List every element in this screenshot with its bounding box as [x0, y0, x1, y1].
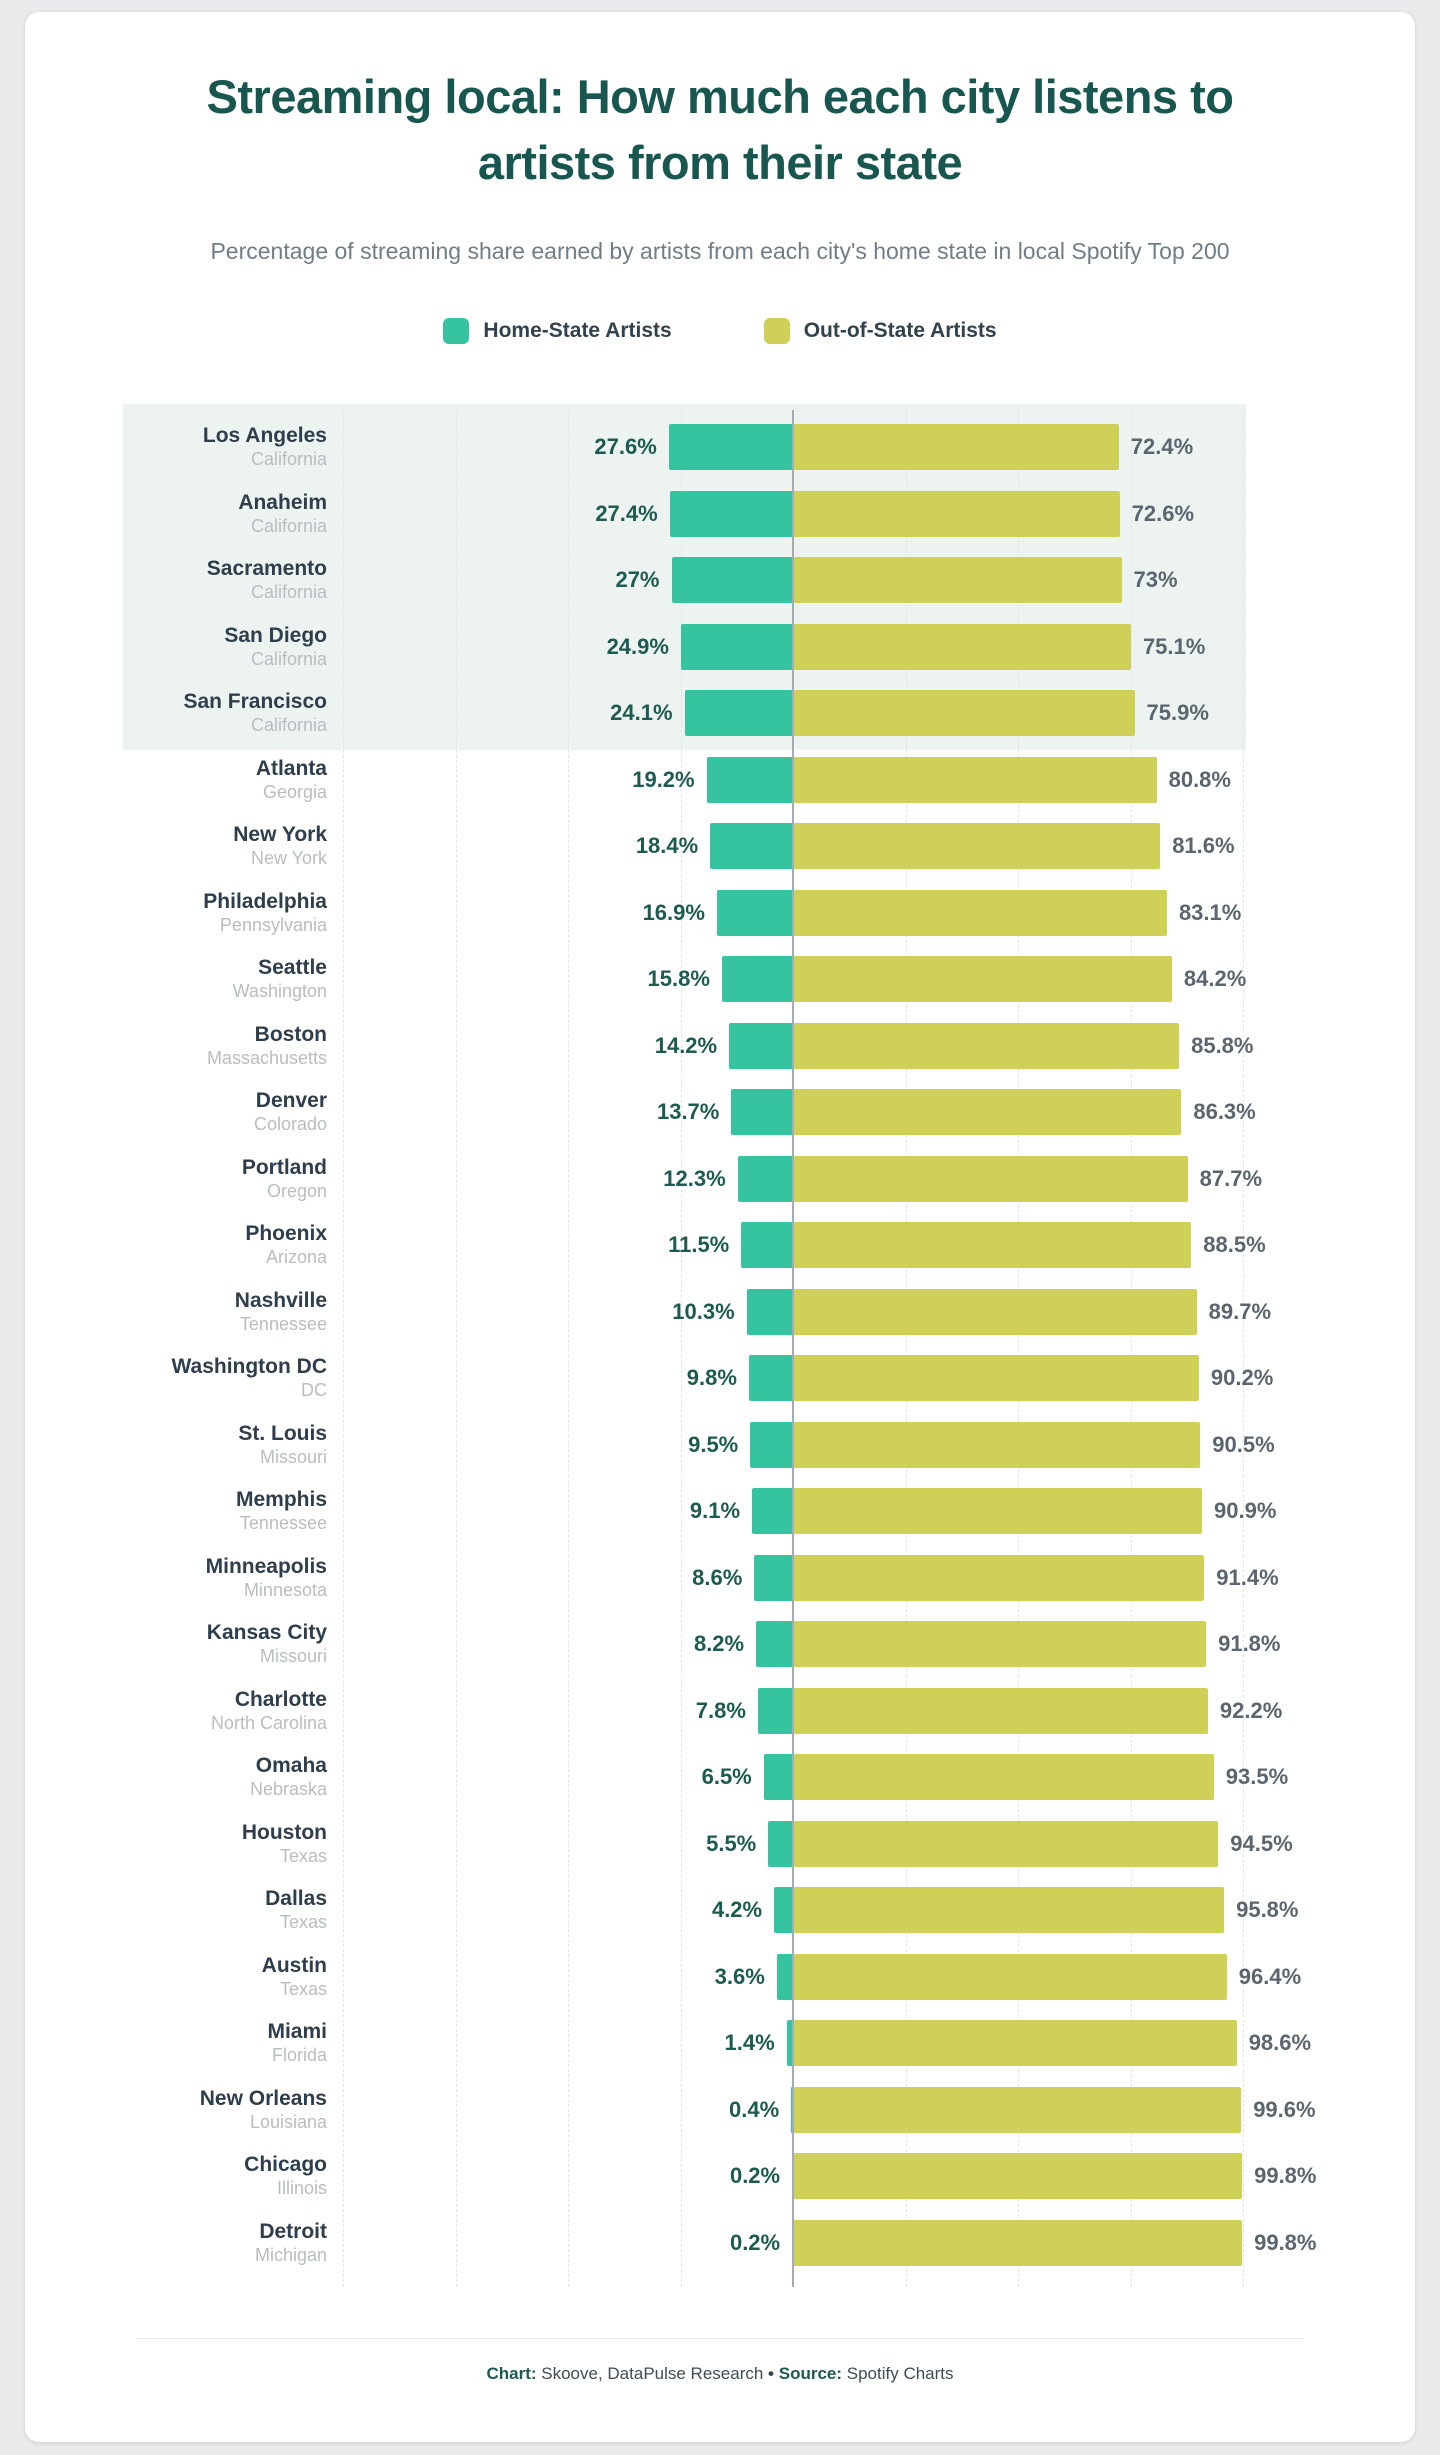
home-share-value: 19.2%: [632, 766, 695, 792]
out-share-bar: [793, 624, 1131, 670]
home-share-bar: [758, 1688, 793, 1734]
out-share-value: 98.6%: [1248, 2030, 1312, 2056]
chart-row: [25, 1013, 1415, 1080]
home-share-zone: [340, 557, 793, 603]
home-share-bar: [747, 1289, 793, 1335]
row-label-block: [25, 1555, 340, 1601]
home-share-bar: [722, 956, 793, 1002]
chart-row: [25, 1146, 1415, 1213]
home-share-zone: [340, 890, 793, 936]
home-share-zone: [340, 1023, 793, 1069]
state-label: Missouri: [259, 1446, 327, 1467]
home-share-value: 27.6%: [594, 434, 657, 460]
state-label: Texas: [279, 1978, 327, 1999]
row-label-block: [25, 757, 340, 803]
row-label-block: [25, 2153, 340, 2199]
city-label: Charlotte: [234, 1687, 327, 1711]
home-share-value: 7.8%: [695, 1697, 746, 1723]
city-label: Kansas City: [206, 1621, 327, 1645]
state-label: North Carolina: [210, 1712, 327, 1733]
city-label: Anaheim: [238, 490, 327, 514]
out-share-zone: [793, 1754, 1415, 1800]
home-share-zone: [340, 2087, 793, 2133]
out-share-value: 93.5%: [1225, 1764, 1289, 1790]
home-share-zone: [340, 757, 793, 803]
out-share-value: 95.8%: [1236, 1897, 1299, 1923]
home-share-zone: [340, 1621, 793, 1667]
city-label: Portland: [241, 1155, 327, 1179]
home-share-bar: [710, 823, 793, 869]
home-share-zone: [340, 1222, 793, 1268]
footer-segment: Skoove, DataPulse Research: [536, 2364, 769, 2383]
state-label: Nebraska: [249, 1779, 327, 1800]
out-share-zone: [793, 2087, 1415, 2133]
chart-row: [25, 614, 1415, 681]
chart-row: [25, 1478, 1415, 1545]
out-share-zone: [793, 1355, 1415, 1401]
home-share-value: 27.4%: [595, 500, 658, 526]
home-share-bar: [764, 1754, 793, 1800]
city-label: Philadelphia: [203, 889, 327, 913]
city-label: Chicago: [244, 2153, 327, 2177]
out-share-zone: [793, 890, 1415, 936]
out-share-value: 99.6%: [1253, 2096, 1316, 2122]
state-label: Texas: [279, 1845, 327, 1866]
row-label-block: [25, 1621, 340, 1667]
row-label-block: [25, 823, 340, 869]
out-share-value: 91.8%: [1218, 1631, 1281, 1657]
out-share-zone: [793, 1156, 1415, 1202]
state-label: Florida: [271, 2045, 327, 2066]
row-label-block: [25, 1422, 340, 1468]
out-share-bar: [793, 1023, 1179, 1069]
state-label: New York: [250, 848, 327, 869]
state-label: California: [250, 715, 327, 736]
chart-row: [25, 1212, 1415, 1279]
chart-row: [25, 1744, 1415, 1811]
row-label-block: [25, 1355, 340, 1401]
chart-row: [25, 1412, 1415, 1479]
chart-title: Streaming local: How much each city listens to artists from their state: [206, 70, 1234, 189]
row-label-block: [25, 424, 340, 470]
state-label: Michigan: [254, 2244, 327, 2265]
row-label-block: [25, 1887, 340, 1933]
home-share-bar: [707, 757, 793, 803]
out-share-value: 96.4%: [1238, 1963, 1302, 1989]
footer-segment: Chart:: [486, 2364, 537, 2383]
out-share-bar: [793, 890, 1167, 936]
home-share-value: 6.5%: [701, 1764, 752, 1790]
row-label-block: [25, 1289, 340, 1335]
city-label: Washington DC: [171, 1355, 327, 1379]
out-share-value: 99.8%: [1254, 2229, 1317, 2255]
state-label: Illinois: [276, 2178, 327, 2199]
home-share-value: 9.5%: [688, 1431, 739, 1457]
out-share-zone: [793, 1621, 1415, 1667]
chart-row: [25, 2210, 1415, 2277]
home-share-value: 18.4%: [635, 833, 699, 859]
out-share-value: 75.9%: [1146, 700, 1209, 726]
chart-row: [25, 414, 1415, 481]
state-label: California: [250, 648, 327, 669]
home-share-bar: [752, 1488, 793, 1534]
city-label: Boston: [254, 1022, 327, 1046]
state-label: Louisiana: [249, 2111, 327, 2132]
out-share-zone: [793, 1887, 1415, 1933]
state-label: Georgia: [262, 781, 327, 802]
home-share-zone: [340, 1688, 793, 1734]
out-share-value: 80.8%: [1168, 766, 1231, 792]
state-label: California: [250, 582, 327, 603]
out-share-zone: [793, 1222, 1415, 1268]
home-share-value: 0.2%: [729, 2229, 781, 2255]
city-label: Sacramento: [206, 557, 327, 581]
out-share-zone: [793, 823, 1415, 869]
out-share-zone: [793, 1422, 1415, 1468]
state-label: Tennessee: [239, 1513, 327, 1534]
home-share-zone: [340, 2153, 793, 2199]
out-share-value: 86.3%: [1193, 1099, 1256, 1125]
legend-item: [764, 318, 997, 344]
state-label: Tennessee: [239, 1313, 327, 1334]
out-share-bar: [793, 1422, 1200, 1468]
center-axis-line: [792, 410, 794, 2287]
state-label: California: [250, 449, 327, 470]
chart-row: [25, 1811, 1415, 1878]
out-share-zone: [793, 1289, 1415, 1335]
out-share-zone: [793, 690, 1415, 736]
row-label-block: [25, 1156, 340, 1202]
out-share-zone: [793, 1954, 1415, 2000]
chart-card: [25, 12, 1415, 2442]
home-share-value: 9.8%: [686, 1365, 737, 1391]
out-share-zone: [793, 1488, 1415, 1534]
home-share-bar: [750, 1422, 793, 1468]
out-share-bar: [793, 690, 1135, 736]
row-label-block: [25, 890, 340, 936]
out-share-value: 72.4%: [1130, 434, 1194, 460]
state-label: Oregon: [266, 1180, 327, 1201]
row-label-block: [25, 956, 340, 1002]
home-share-zone: [340, 2220, 793, 2266]
legend-swatch-icon: [443, 318, 469, 344]
home-share-value: 14.2%: [654, 1032, 718, 1058]
city-label: St. Louis: [238, 1421, 327, 1445]
home-share-zone: [340, 1355, 793, 1401]
out-share-value: 89.7%: [1208, 1298, 1272, 1324]
home-share-zone: [340, 624, 793, 670]
state-label: Texas: [279, 1912, 327, 1933]
home-share-bar: [741, 1222, 793, 1268]
chart-row: [25, 1611, 1415, 1678]
out-share-bar: [793, 1355, 1199, 1401]
home-share-bar: [669, 424, 793, 470]
home-share-bar: [738, 1156, 793, 1202]
row-label-block: [25, 1754, 340, 1800]
footer-divider: [137, 2338, 1303, 2339]
chart-row: [25, 1345, 1415, 1412]
chart-row: [25, 747, 1415, 814]
city-label: Austin: [261, 1953, 327, 1977]
row-label-block: [25, 2020, 340, 2066]
home-share-value: 13.7%: [656, 1099, 720, 1125]
out-share-zone: [793, 1821, 1415, 1867]
out-share-bar: [793, 2220, 1242, 2266]
out-share-bar: [793, 424, 1119, 470]
out-share-bar: [793, 1754, 1214, 1800]
state-label: Minnesota: [243, 1579, 327, 1600]
row-label-block: [25, 1688, 340, 1734]
home-share-value: 8.6%: [692, 1564, 743, 1590]
home-share-zone: [340, 1089, 793, 1135]
legend: [25, 318, 1415, 344]
row-label-block: [25, 491, 340, 537]
home-share-value: 12.3%: [663, 1165, 726, 1191]
row-label-block: [25, 1023, 340, 1069]
chart-row: [25, 1944, 1415, 2011]
home-share-zone: [340, 690, 793, 736]
chart-row: [25, 880, 1415, 947]
home-share-bar: [670, 491, 793, 537]
chart-row: [25, 1678, 1415, 1745]
home-share-value: 0.4%: [729, 2096, 780, 2122]
state-label: Colorado: [253, 1114, 327, 1135]
home-share-zone: [340, 1488, 793, 1534]
row-label-block: [25, 624, 340, 670]
out-share-zone: [793, 956, 1415, 1002]
home-share-bar: [777, 1954, 793, 2000]
home-share-bar: [729, 1023, 793, 1069]
out-share-zone: [793, 757, 1415, 803]
chart-row: [25, 946, 1415, 1013]
out-share-bar: [793, 1488, 1202, 1534]
footer-segment: •: [768, 2364, 774, 2383]
out-share-value: 90.2%: [1210, 1365, 1274, 1391]
out-share-value: 83.1%: [1178, 899, 1242, 925]
home-share-bar: [731, 1089, 793, 1135]
home-share-zone: [340, 956, 793, 1002]
home-share-value: 1.4%: [724, 2030, 775, 2056]
state-label: DC: [301, 1380, 327, 1401]
home-share-zone: [340, 1887, 793, 1933]
footer-credit: [25, 2364, 1415, 2384]
out-share-value: 88.5%: [1203, 1232, 1266, 1258]
chart-row: [25, 813, 1415, 880]
out-share-zone: [793, 624, 1415, 670]
out-share-value: 84.2%: [1183, 966, 1247, 992]
chart-row: [25, 547, 1415, 614]
legend-item-label: Home-State Artists: [483, 319, 672, 342]
row-label-block: [25, 1222, 340, 1268]
chart-row: [25, 2077, 1415, 2144]
home-share-bar: [774, 1887, 793, 1933]
out-share-bar: [793, 1621, 1206, 1667]
out-share-bar: [793, 1555, 1204, 1601]
row-label-block: [25, 1821, 340, 1867]
home-share-zone: [340, 1289, 793, 1335]
home-share-value: 4.2%: [711, 1897, 763, 1923]
out-share-value: 90.5%: [1212, 1431, 1275, 1457]
state-label: Massachusetts: [206, 1047, 327, 1068]
home-share-value: 10.3%: [672, 1298, 735, 1324]
out-share-zone: [793, 2220, 1415, 2266]
city-label: Minneapolis: [205, 1554, 327, 1578]
state-label: Washington: [232, 981, 327, 1002]
out-share-bar: [793, 557, 1122, 603]
chart-row: [25, 680, 1415, 747]
chart-row: [25, 1877, 1415, 1944]
out-share-value: 75.1%: [1142, 633, 1206, 659]
home-share-value: 24.9%: [606, 633, 669, 659]
home-share-value: 8.2%: [693, 1631, 745, 1657]
city-label: Los Angeles: [202, 424, 327, 448]
city-label: Seattle: [258, 956, 327, 980]
out-share-bar: [793, 2020, 1237, 2066]
out-share-value: 99.8%: [1254, 2163, 1317, 2189]
home-share-bar: [756, 1621, 793, 1667]
state-label: California: [250, 515, 327, 536]
home-share-value: 16.9%: [642, 899, 705, 925]
city-label: San Francisco: [183, 690, 327, 714]
home-share-zone: [340, 491, 793, 537]
chart-subtitle: Percentage of streaming share earned by artists from each city's home state in local Spotify Top 200: [210, 238, 1230, 264]
city-label: San Diego: [224, 623, 327, 647]
out-share-bar: [793, 2153, 1242, 2199]
state-label: Arizona: [265, 1247, 327, 1268]
out-share-zone: [793, 2020, 1415, 2066]
city-label: Miami: [267, 2020, 327, 2044]
home-share-bar: [768, 1821, 793, 1867]
home-share-value: 0.2%: [729, 2163, 781, 2189]
chart-row: [25, 2010, 1415, 2077]
city-label: Memphis: [235, 1488, 327, 1512]
out-share-value: 92.2%: [1219, 1697, 1283, 1723]
city-label: New York: [233, 823, 327, 847]
out-share-zone: [793, 491, 1415, 537]
out-share-value: 73%: [1133, 567, 1178, 593]
footer-segment: Source:: [778, 2364, 843, 2383]
row-label-block: [25, 557, 340, 603]
city-label: Phoenix: [245, 1222, 327, 1246]
chart-rows: [25, 414, 1415, 2276]
out-share-zone: [793, 557, 1415, 603]
city-label: Denver: [255, 1089, 327, 1113]
out-share-bar: [793, 1821, 1218, 1867]
chart-row: [25, 1079, 1415, 1146]
out-share-value: 91.4%: [1216, 1564, 1279, 1590]
home-share-zone: [340, 823, 793, 869]
out-share-zone: [793, 1089, 1415, 1135]
row-label-block: [25, 1954, 340, 2000]
diverging-bar-chart: [25, 404, 1415, 2309]
home-share-zone: [340, 424, 793, 470]
home-share-bar: [717, 890, 793, 936]
home-share-value: 5.5%: [706, 1830, 757, 1856]
city-label: New Orleans: [199, 2086, 327, 2110]
home-share-value: 9.1%: [689, 1498, 741, 1524]
home-share-bar: [672, 557, 794, 603]
out-share-bar: [793, 1222, 1191, 1268]
home-share-zone: [340, 2020, 793, 2066]
out-share-bar: [793, 2087, 1241, 2133]
out-share-bar: [793, 1954, 1227, 2000]
home-share-bar: [749, 1355, 793, 1401]
home-share-bar: [685, 690, 793, 736]
row-label-block: [25, 2220, 340, 2266]
chart-row: [25, 2143, 1415, 2210]
out-share-bar: [793, 1688, 1208, 1734]
row-label-block: [25, 690, 340, 736]
city-label: Dallas: [265, 1887, 327, 1911]
out-share-bar: [793, 1089, 1181, 1135]
city-label: Houston: [241, 1820, 327, 1844]
city-label: Nashville: [234, 1288, 327, 1312]
out-share-bar: [793, 956, 1172, 1002]
home-share-value: 11.5%: [668, 1232, 730, 1258]
out-share-zone: [793, 1555, 1415, 1601]
city-label: Atlanta: [255, 756, 327, 780]
home-share-value: 3.6%: [714, 1963, 765, 1989]
city-label: Detroit: [259, 2219, 327, 2243]
home-share-bar: [681, 624, 793, 670]
out-share-value: 85.8%: [1191, 1032, 1254, 1058]
out-share-bar: [793, 1887, 1224, 1933]
home-share-bar: [754, 1555, 793, 1601]
home-share-zone: [340, 1754, 793, 1800]
chart-row: [25, 1279, 1415, 1346]
out-share-zone: [793, 1688, 1415, 1734]
legend-item-label: Out-of-State Artists: [803, 319, 997, 342]
out-share-bar: [793, 1156, 1188, 1202]
home-share-value: 27%: [615, 567, 660, 593]
out-share-zone: [793, 424, 1415, 470]
chart-row: [25, 1545, 1415, 1612]
home-share-value: 15.8%: [647, 966, 710, 992]
state-label: Pennsylvania: [219, 914, 327, 935]
city-label: Omaha: [255, 1754, 327, 1778]
out-share-zone: [793, 1023, 1415, 1069]
out-share-bar: [793, 823, 1160, 869]
home-share-value: 24.1%: [610, 700, 673, 726]
footer-segment: Spotify Charts: [842, 2364, 954, 2383]
row-label-block: [25, 1089, 340, 1135]
home-share-zone: [340, 1821, 793, 1867]
home-share-zone: [340, 1555, 793, 1601]
home-share-zone: [340, 1156, 793, 1202]
out-share-bar: [793, 491, 1120, 537]
chart-row: [25, 481, 1415, 548]
out-share-value: 87.7%: [1199, 1165, 1263, 1191]
legend-item: [443, 318, 671, 344]
row-label-block: [25, 2087, 340, 2133]
out-share-value: 90.9%: [1214, 1498, 1277, 1524]
out-share-zone: [793, 2153, 1415, 2199]
out-share-bar: [793, 757, 1157, 803]
row-label-block: [25, 1488, 340, 1534]
home-share-zone: [340, 1422, 793, 1468]
state-label: Missouri: [259, 1646, 327, 1667]
out-share-value: 94.5%: [1230, 1830, 1293, 1856]
out-share-value: 81.6%: [1172, 833, 1235, 859]
out-share-value: 72.6%: [1131, 500, 1195, 526]
out-share-bar: [793, 1289, 1197, 1335]
legend-swatch-icon: [764, 318, 790, 344]
home-share-zone: [340, 1954, 793, 2000]
